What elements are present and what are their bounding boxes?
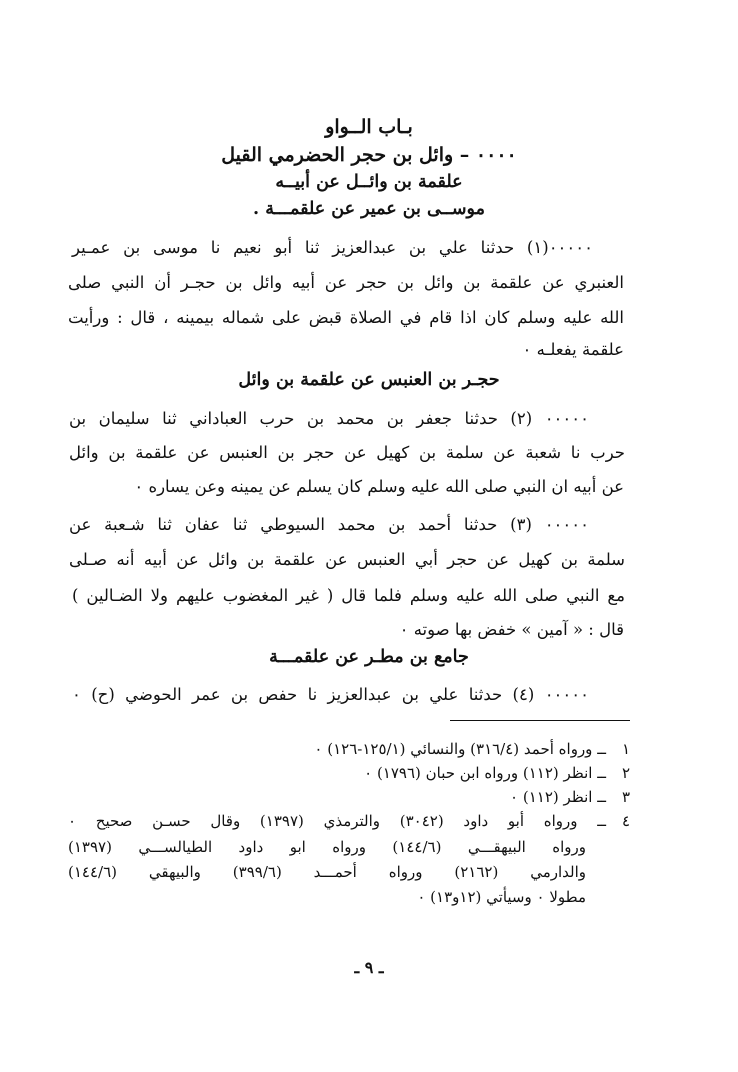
section-heading-jami: جامع بن مطـر عن علقمـــة xyxy=(269,647,469,667)
footnote-text: ــ انظر (١١٢) ورواه ابن حبان (١٧٩٦) ٠ xyxy=(364,764,606,782)
companion-heading: ٠٠٠٠ – وائل بن حجر الحضرمي القيل xyxy=(221,144,517,166)
footnote-separator xyxy=(450,720,630,721)
hadith-1-line-3: الله عليه وسلم كان اذا قام في الصلاة قبض على شماله بيمينه ، قال : ورأيت xyxy=(68,308,624,327)
chapter-heading: بـاب الــواو xyxy=(325,116,413,138)
hadith-3-line-4: قال : « آمين » خفض بها صوته ٠ xyxy=(399,620,624,639)
chain-heading-2: موســى بن عمير عن علقمـــة . xyxy=(253,199,485,219)
footnote-4-continuation-2: والدارمي (٢١٦٢) ورواه أحمـــد (٣٩٩/٦) والبيهقي (١٤٤/٦) xyxy=(68,863,586,881)
footnote-number: ٢ xyxy=(621,764,630,782)
hadith-1-line-4: علقمة يفعلـه ٠ xyxy=(522,340,624,359)
hadith-3-line-3: مع النبي صلى الله عليه وسلم فلما قال ( غير المغضوب عليهم ولا الضـالين ) xyxy=(72,586,625,605)
chain-heading-1: علقمة بن وائــل عن أبيــه xyxy=(275,172,463,192)
footnote-number: ٤ xyxy=(621,812,630,830)
hadith-2-line-3: عن أبيه ان النبي صلى الله عليه وسلم كان يسلم عن يمينه وعن يساره ٠ xyxy=(134,477,624,496)
hadith-3-line-2: سلمة بن كهيل عن حجر أبي العنبس عن علقمة بن وائل عن أبيه أنه صـلى xyxy=(69,550,625,569)
hadith-4-line-1: ٠٠٠٠٠ (٤) حدثنا علي بن عبدالعزيز نا حفص بن عمر الحوضي (ح) ٠ xyxy=(72,685,589,704)
hadith-1-line-1: ٠٠٠٠٠(١) حدثنا علي بن عبدالعزيز ثنا أبو نعيم نا موسى بن عمـير xyxy=(72,238,593,257)
footnote-4-continuation-3: مطولا ٠ وسيأتي (١٢و١٣) ٠ xyxy=(417,888,586,906)
hadith-1-line-2: العنبري عن علقمة بن وائل بن حجر عن أبيه وائل بن حجـر أن النبي صلى xyxy=(68,273,624,292)
footnote-number: ١ xyxy=(621,740,630,758)
footnote-4-continuation-1: ورواه البيهقـــي (١٤٤/٦) ورواه ابو داود الطيالســـي (١٣٩٧) xyxy=(68,838,587,856)
footnote-text: ــ انظر (١١٢) ٠ xyxy=(510,788,606,806)
page-number: ـ ٩ ـ xyxy=(354,958,384,977)
footnote-text: ــ ورواه أبو داود (٣٠٤٢) والترمذي (١٣٩٧) وقال حسـن صحيح ٠ xyxy=(68,812,606,830)
hadith-2-line-1: ٠٠٠٠٠ (٢) حدثنا جعفر بن محمد بن حرب العباداني ثنا سليمان بن xyxy=(69,409,589,428)
hadith-2-line-2: حرب نا شعبة عن سلمة بن كهيل عن حجر بن العنبس عن علقمة بن وائل xyxy=(69,443,625,462)
hadith-3-line-1: ٠٠٠٠٠ (٣) حدثنا أحمد بن محمد السيوطي ثنا عفان ثنا شـعبة عن xyxy=(69,515,589,534)
footnote-text: ــ ورواه أحمد (٣١٦/٤) والنسائي (١٢٥/١-١٢٦) ٠ xyxy=(314,740,606,758)
section-heading-hujr: حجـر بن العنبس عن علقمة بن وائل xyxy=(238,370,500,390)
footnote-number: ٣ xyxy=(621,788,630,806)
